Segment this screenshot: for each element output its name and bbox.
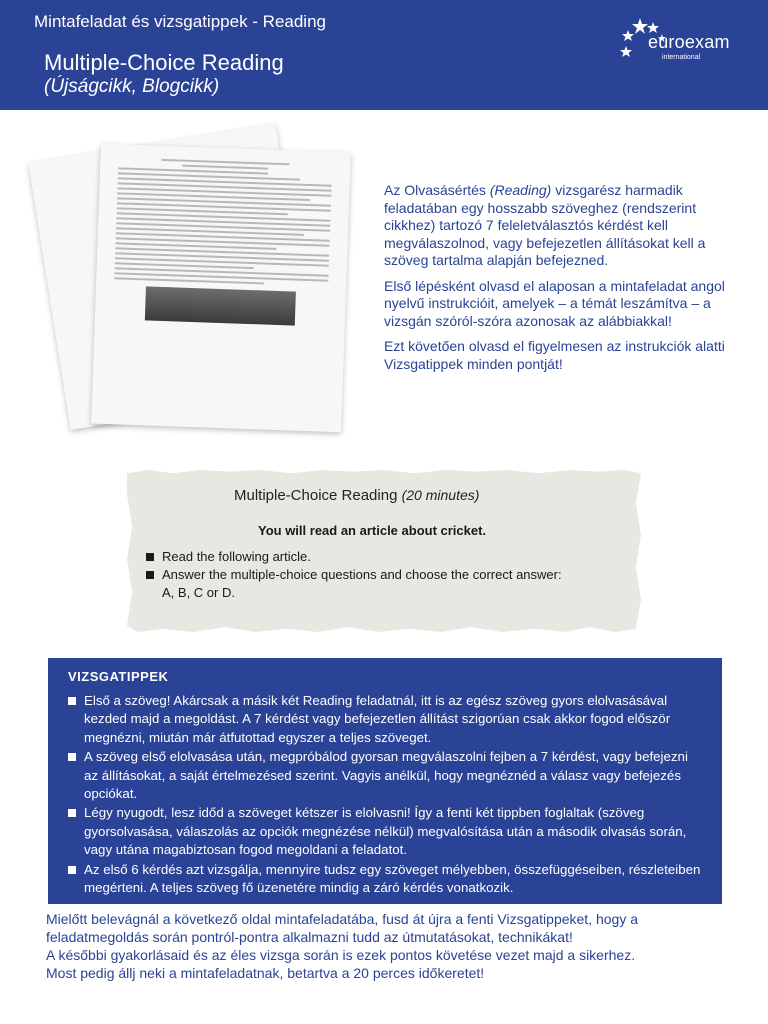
page-title: Multiple-Choice Reading [44,50,284,75]
closing-text [46,910,736,982]
logo-subtext: international [662,54,701,61]
intro-paragraph-3: Ezt követően olvasd el figyelmesen az instrukciók alatti Vizsgatippek minden pontját! [384,338,725,372]
closing-line: Mielőtt belevágnál a következő oldal mintafeladatába, fusd át újra a fenti Vizsgatippeket, hogy a feladatmegoldás során pontról-pontra alkalmazni tudd az útmutatásokat, technikákat! [46,911,639,945]
exam-tips-box [48,658,722,904]
instruction-item: Answer the multiple-choice questions and choose the correct answer: A, B, C or D. [144,566,564,602]
cricket-photo [145,286,296,325]
tip-item: Légy nyugodt, lesz időd a szöveget kétszer is elolvasni! Így a fenti két tippben foglaltak (szöveg gyorsolvasása, válaszolás az opciók megnézése nélkül) megvalósítása után a második olvasás során, vagy utána magabiztosan fogod megoldani a feladatot. [68,804,704,859]
closing-line: A későbbi gyakorlásaid és az éles vizsga során is ezek pontos követése vezet majd a sikerhez. [46,947,636,963]
sample-paper-illustration [40,132,370,432]
logo-text: euroexam [648,32,730,52]
euroexam-logo [618,16,758,72]
tip-item: A szöveg első elolvasása után, megpróbálod gyorsan megválaszolni fejben a 7 kérdést, vagy befejezni az állításokat, a saját értelmezésed szerint. Vagyis anélkül, hogy megnéznéd a válasz vagy befejezés opciókat. [68,748,704,803]
instructions-title: Multiple-Choice Reading (20 minutes) [234,487,480,504]
intro-paragraph-1: Az Olvasásértés (Reading) vizsgarész harmadik feladatában egy hosszabb szöveghez (rendszerint cikkhez) tartozó 7 feleletválasztós kérdést kell megválaszolnod, vagy befejezetlen állításokat kell a szöveg tartalma alapján befejezned. [384,182,706,268]
intro-text [384,182,734,381]
header-banner [0,0,768,110]
paper-sheet-front [91,144,351,433]
instruction-item: Read the following article. [144,548,564,566]
instructions-subtitle: You will read an article about cricket. [258,523,487,538]
tip-item: Az első 6 kérdés azt vizsgálja, mennyire tudsz egy szöveget mélyebben, összefüggéseiben, részleteiben megérteni. A teljes szöveg fő üzenetére mindig a záró kérdés vonatkozik. [68,861,704,898]
tip-item: Első a szöveg! Akárcsak a másik két Reading feladatnál, itt is az egész szöveg gyors elolvasásával kezded majd a megoldást. A 7 kérdést vagy befejezetlen állítást szigorúan csak akkor fogod először megnézni, miután már átfutottad egyszer a teljes szöveget. [68,692,704,747]
page-subtitle: (Újságcikk, Blogcikk) [44,76,220,97]
tips-heading: VIZSGATIPPEK [68,669,169,684]
header-top-line: Mintafeladat és vizsgatippek - Reading [34,12,326,31]
tips-list [68,692,704,897]
closing-line: Most pedig állj neki a mintafeladatnak, betartva a 20 perces időkeretet! [46,965,485,981]
instructions-list [144,548,564,602]
intro-paragraph-2: Első lépésként olvasd el alaposan a mintafeladat angol nyelvű instrukcióit, amelyek – a témát leszámítva – a vizsgán szóról-szóra azonosak az alábbiakkal! [384,277,725,329]
